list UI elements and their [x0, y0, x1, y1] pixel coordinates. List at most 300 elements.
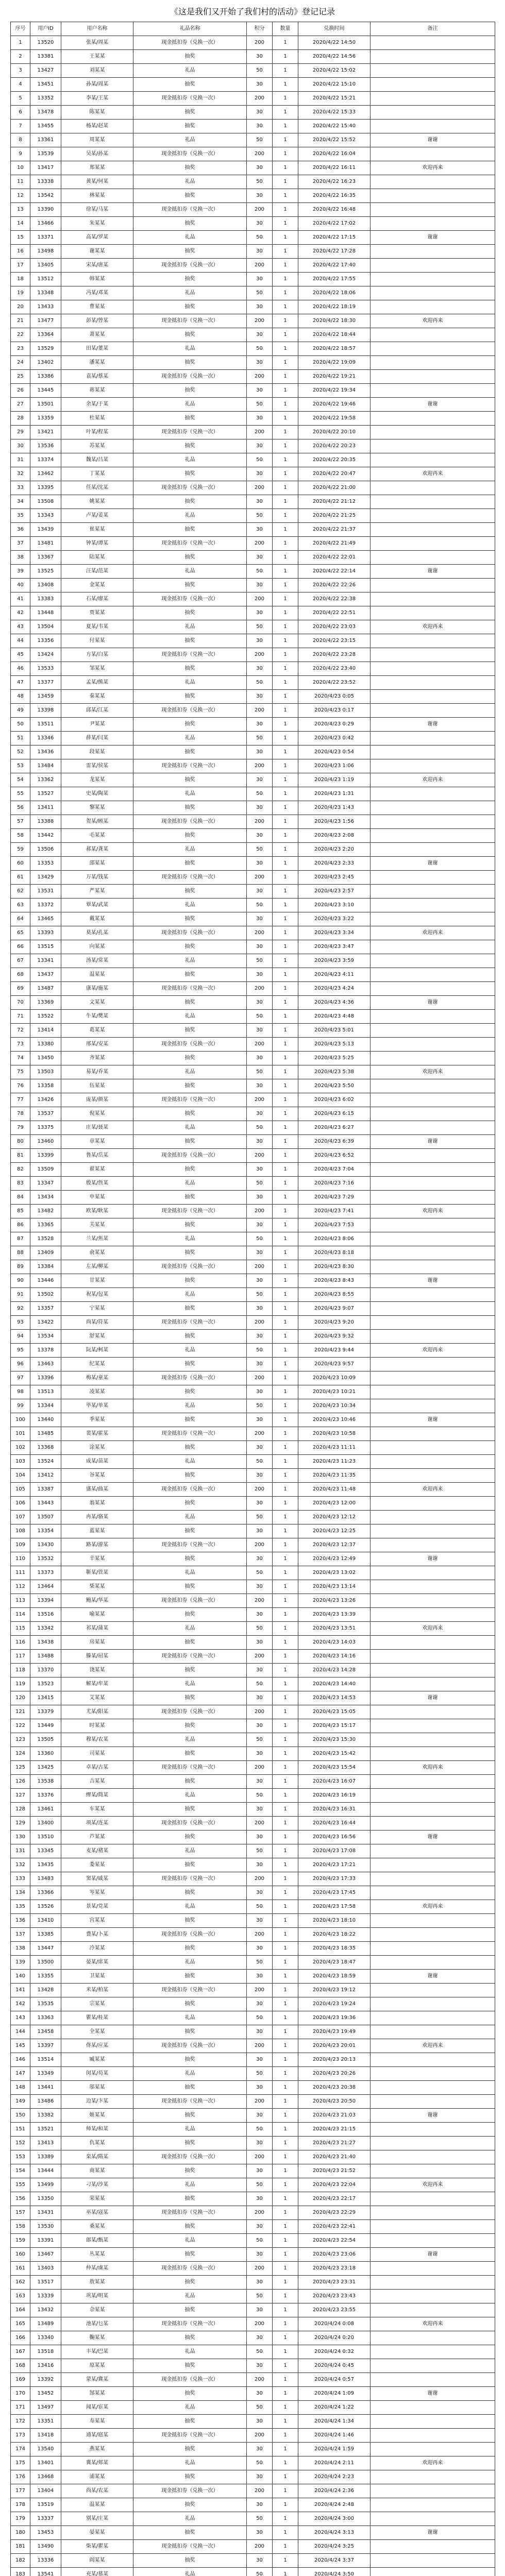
table-row: [11, 537, 495, 551]
cell-note: [371, 1817, 495, 1831]
cell-user-name: 冀某/郏某: [61, 2456, 133, 2470]
cell-index: 78: [11, 1107, 30, 1121]
cell-note: [371, 2429, 495, 2443]
cell-points: 200: [247, 2484, 273, 2498]
cell-time: 2020/4/24 3:00: [298, 2512, 371, 2526]
cell-quantity: 1: [273, 2290, 298, 2303]
cell-user-name: 叶某/程某: [61, 426, 133, 439]
cell-index: 73: [11, 1038, 30, 1052]
cell-note: 谢谢: [371, 1691, 495, 1705]
cell-quantity: 1: [273, 2220, 298, 2234]
cell-index: 36: [11, 523, 30, 537]
cell-quantity: 1: [273, 2415, 298, 2429]
cell-quantity: 1: [273, 1997, 298, 2011]
cell-gift: 抽奖: [133, 606, 247, 620]
cell-user-id: 13506: [30, 843, 61, 857]
cell-index: 123: [11, 1733, 30, 1747]
cell-note: [371, 273, 495, 286]
cell-time: 2020/4/23 6:02: [298, 1093, 371, 1107]
cell-user-name: 麦某/褚某: [61, 1844, 133, 1858]
cell-user-id: 13507: [30, 1511, 61, 1524]
cell-user-name: 师某/和某: [61, 2123, 133, 2137]
cell-quantity: 1: [273, 426, 298, 439]
cell-user-name: 燕某某: [61, 2443, 133, 2456]
cell-note: 欢迎再来: [371, 1761, 495, 1775]
cell-gift: 礼品: [133, 2456, 247, 2470]
cell-quantity: 1: [273, 356, 298, 370]
cell-note: [371, 1789, 495, 1803]
cell-points: 50: [247, 286, 273, 300]
cell-index: 131: [11, 1844, 30, 1858]
cell-time: 2020/4/23 22:17: [298, 2192, 371, 2206]
cell-time: 2020/4/23 5:38: [298, 1065, 371, 1079]
cell-quantity: 1: [273, 1552, 298, 1566]
table-row: [11, 1302, 495, 1316]
cell-user-id: 13477: [30, 314, 61, 328]
cell-note: [371, 1719, 495, 1733]
cell-user-id: 13408: [30, 579, 61, 592]
cell-user-id: 13515: [30, 940, 61, 954]
cell-user-name: 谷某某: [61, 1469, 133, 1483]
cell-user-id: 13400: [30, 1817, 61, 1831]
table-row: [11, 453, 495, 467]
cell-points: 30: [247, 50, 273, 64]
cell-user-name: 滕某/屈某: [61, 1650, 133, 1664]
cell-index: 84: [11, 1191, 30, 1205]
cell-time: 2020/4/23 8:30: [298, 1260, 371, 1274]
cell-user-id: 13354: [30, 1524, 61, 1538]
cell-points: 50: [247, 2290, 273, 2303]
cell-user-id: 13376: [30, 1789, 61, 1803]
cell-index: 91: [11, 1288, 30, 1302]
cell-gift: 抽奖: [133, 2137, 247, 2150]
cell-note: [371, 551, 495, 565]
cell-quantity: 1: [273, 1483, 298, 1497]
cell-user-name: 芦某某: [61, 1831, 133, 1844]
cell-time: 2020/4/22 23:52: [298, 676, 371, 690]
cell-user-id: 13521: [30, 2123, 61, 2137]
cell-index: 33: [11, 481, 30, 495]
table-row: [11, 565, 495, 579]
cell-user-id: 13468: [30, 2470, 61, 2484]
cell-user-id: 13487: [30, 982, 61, 996]
cell-quantity: 1: [273, 2373, 298, 2387]
cell-note: [371, 704, 495, 718]
cell-quantity: 1: [273, 2137, 298, 2150]
cell-note: [371, 690, 495, 704]
cell-quantity: 1: [273, 565, 298, 579]
cell-note: [371, 2137, 495, 2150]
cell-index: 68: [11, 968, 30, 982]
cell-quantity: 1: [273, 1205, 298, 1218]
cell-user-name: 晏某某: [61, 2526, 133, 2540]
table-row: [11, 1371, 495, 1385]
cell-time: 2020/4/23 10:46: [298, 1413, 371, 1427]
cell-gift: 抽奖: [133, 1524, 247, 1538]
header-row: [11, 22, 495, 36]
cell-user-name: 鲁某/岳某: [61, 1149, 133, 1163]
cell-index: 13: [11, 203, 30, 217]
cell-index: 21: [11, 314, 30, 328]
cell-note: [371, 1705, 495, 1719]
cell-gift: 现金抵扣券（兑换一次）: [133, 1761, 247, 1775]
cell-user-id: 13366: [30, 1886, 61, 1900]
cell-time: 2020/4/23 6:27: [298, 1121, 371, 1135]
cell-quantity: 1: [273, 745, 298, 759]
cell-points: 30: [247, 1580, 273, 1594]
cell-user-id: 13483: [30, 1872, 61, 1886]
cell-index: 148: [11, 2081, 30, 2095]
cell-user-name: 鞠某某: [61, 2331, 133, 2345]
cell-user-id: 13444: [30, 2164, 61, 2178]
cell-quantity: 1: [273, 1942, 298, 1956]
table-row: [11, 1747, 495, 1761]
cell-note: [371, 1677, 495, 1691]
cell-gift: 抽奖: [133, 1942, 247, 1956]
cell-time: 2020/4/23 7:04: [298, 1163, 371, 1177]
cell-index: 19: [11, 286, 30, 300]
cell-points: 30: [247, 829, 273, 843]
cell-quantity: 1: [273, 704, 298, 718]
cell-user-name: 翁某某: [61, 1497, 133, 1511]
cell-quantity: 1: [273, 1886, 298, 1900]
cell-time: 2020/4/22 18:30: [298, 314, 371, 328]
cell-quantity: 1: [273, 1747, 298, 1761]
cell-time: 2020/4/23 19:49: [298, 2025, 371, 2039]
cell-note: [371, 2262, 495, 2276]
cell-user-id: 13431: [30, 2206, 61, 2220]
cell-user-id: 13439: [30, 523, 61, 537]
cell-time: 2020/4/24 0:20: [298, 2331, 371, 2345]
cell-user-name: 尚某/符某: [61, 1316, 133, 1330]
cell-note: [371, 92, 495, 106]
cell-index: 70: [11, 996, 30, 1010]
cell-points: 30: [247, 551, 273, 565]
cell-user-name: 王某某: [61, 50, 133, 64]
cell-quantity: 1: [273, 2025, 298, 2039]
cell-gift: 抽奖: [133, 1218, 247, 1232]
cell-quantity: 1: [273, 843, 298, 857]
cell-gift: 礼品: [133, 732, 247, 745]
cell-gift: 抽奖: [133, 2415, 247, 2429]
cell-note: [371, 356, 495, 370]
cell-user-name: 成某/苗某: [61, 1455, 133, 1469]
cell-gift: 现金抵扣券（兑换一次）: [133, 592, 247, 606]
cell-gift: 抽奖: [133, 912, 247, 926]
cell-user-name: 甘某某: [61, 1274, 133, 1288]
cell-points: 30: [247, 745, 273, 759]
cell-points: 50: [247, 1121, 273, 1135]
cell-user-name: 姬某某: [61, 2109, 133, 2123]
cell-note: 谢谢: [371, 133, 495, 147]
cell-quantity: 1: [273, 1594, 298, 1608]
cell-user-name: 柴某/瞿某: [61, 2540, 133, 2554]
table-row: [11, 120, 495, 133]
cell-quantity: 1: [273, 2443, 298, 2456]
cell-note: [371, 1524, 495, 1538]
table-row: [11, 718, 495, 732]
cell-time: 2020/4/23 11:11: [298, 1441, 371, 1455]
cell-index: 86: [11, 1218, 30, 1232]
cell-index: 63: [11, 899, 30, 912]
table-row: [11, 2373, 495, 2387]
table-row: [11, 787, 495, 801]
cell-quantity: 1: [273, 2262, 298, 2276]
cell-points: 30: [247, 1413, 273, 1427]
cell-points: 50: [247, 2456, 273, 2470]
cell-user-name: 温某某: [61, 968, 133, 982]
cell-time: 2020/4/24 1:09: [298, 2387, 371, 2401]
cell-user-id: 13464: [30, 1580, 61, 1594]
cell-note: [371, 759, 495, 773]
cell-quantity: 1: [273, 1914, 298, 1928]
table-row: [11, 2123, 495, 2137]
cell-user-name: 佘某某: [61, 2303, 133, 2317]
cell-gift: 抽奖: [133, 829, 247, 843]
cell-time: 2020/4/23 13:14: [298, 1580, 371, 1594]
cell-gift: 抽奖: [133, 300, 247, 314]
cell-points: 30: [247, 161, 273, 175]
cell-index: 77: [11, 1093, 30, 1107]
cell-user-name: 邹某某: [61, 662, 133, 676]
cell-user-name: 邵某某: [61, 857, 133, 871]
cell-index: 30: [11, 439, 30, 453]
cell-quantity: 1: [273, 1831, 298, 1844]
cell-time: 2020/4/23 0:42: [298, 732, 371, 745]
cell-index: 140: [11, 1970, 30, 1984]
cell-time: 2020/4/23 16:19: [298, 1789, 371, 1803]
cell-index: 116: [11, 1636, 30, 1650]
cell-note: 欢迎再来: [371, 926, 495, 940]
cell-user-id: 13536: [30, 439, 61, 453]
cell-user-id: 13381: [30, 50, 61, 64]
table-row: [11, 1928, 495, 1942]
cell-gift: 礼品: [133, 1844, 247, 1858]
cell-user-id: 13368: [30, 1441, 61, 1455]
cell-user-name: 石某/廖某: [61, 592, 133, 606]
cell-points: 30: [247, 495, 273, 509]
cell-quantity: 1: [273, 940, 298, 954]
cell-note: [371, 1052, 495, 1065]
cell-time: 2020/4/23 18:47: [298, 1956, 371, 1970]
cell-user-id: 13344: [30, 1399, 61, 1413]
cell-note: [371, 1288, 495, 1302]
cell-user-name: 康某/施某: [61, 982, 133, 996]
cell-gift: 礼品: [133, 899, 247, 912]
cell-points: 200: [247, 314, 273, 328]
cell-quantity: 1: [273, 245, 298, 259]
cell-time: 2020/4/22 16:04: [298, 147, 371, 161]
cell-user-id: 13531: [30, 885, 61, 899]
cell-user-name: 荣某某: [61, 2192, 133, 2206]
cell-quantity: 1: [273, 1218, 298, 1232]
cell-gift: 现金抵扣券（兑换一次）: [133, 1316, 247, 1330]
cell-quantity: 1: [273, 871, 298, 885]
cell-user-name: 商某某: [61, 2164, 133, 2178]
cell-note: [371, 1469, 495, 1483]
cell-quantity: 1: [273, 1177, 298, 1191]
cell-quantity: 1: [273, 1413, 298, 1427]
cell-points: 200: [247, 982, 273, 996]
cell-points: 30: [247, 1358, 273, 1371]
cell-index: 76: [11, 1079, 30, 1093]
cell-user-id: 13348: [30, 286, 61, 300]
cell-user-name: 浦某某: [61, 2470, 133, 2484]
cell-note: 谢谢: [371, 1135, 495, 1149]
cell-points: 30: [247, 2526, 273, 2540]
cell-user-name: 杨某/赵某: [61, 120, 133, 133]
cell-time: 2020/4/23 7:16: [298, 1177, 371, 1191]
table-row: [11, 1956, 495, 1970]
cell-time: 2020/4/23 17:33: [298, 1872, 371, 1886]
cell-note: [371, 954, 495, 968]
cell-note: [371, 1358, 495, 1371]
cell-index: 168: [11, 2359, 30, 2373]
cell-quantity: 1: [273, 648, 298, 662]
cell-user-id: 13391: [30, 2234, 61, 2248]
cell-index: 35: [11, 509, 30, 523]
cell-note: 谢谢: [371, 718, 495, 732]
cell-points: 50: [247, 175, 273, 189]
cell-gift: 抽奖: [133, 773, 247, 787]
cell-note: [371, 1260, 495, 1274]
cell-gift: 现金抵扣券（兑换一次）: [133, 1093, 247, 1107]
table-row: [11, 2248, 495, 2262]
table-row: [11, 1997, 495, 2011]
cell-gift: 现金抵扣券（兑换一次）: [133, 2317, 247, 2331]
cell-gift: 礼品: [133, 1733, 247, 1747]
cell-user-name: 仲某/虞某: [61, 2262, 133, 2276]
cell-user-name: 关某某: [61, 1218, 133, 1232]
cell-gift: 抽奖: [133, 1079, 247, 1093]
table-row: [11, 300, 495, 314]
cell-user-name: 原某某: [61, 2359, 133, 2373]
table-row: [11, 523, 495, 537]
cell-gift: 抽奖: [133, 1858, 247, 1872]
table-row: [11, 954, 495, 968]
cell-points: 200: [247, 1817, 273, 1831]
cell-note: [371, 815, 495, 829]
cell-note: 谢谢: [371, 1831, 495, 1844]
cell-gift: 现金抵扣券（兑换一次）: [133, 2150, 247, 2164]
cell-quantity: 1: [273, 1107, 298, 1121]
cell-user-name: 蓝某某: [61, 1524, 133, 1538]
cell-index: 130: [11, 1831, 30, 1844]
cell-index: 137: [11, 1928, 30, 1942]
cell-quantity: 1: [273, 1733, 298, 1747]
cell-points: 200: [247, 815, 273, 829]
cell-quantity: 1: [273, 342, 298, 356]
cell-user-name: 庞某/颜某: [61, 1093, 133, 1107]
cell-note: [371, 2415, 495, 2429]
cell-gift: 抽奖: [133, 579, 247, 592]
cell-user-name: 晏某/席某: [61, 1956, 133, 1970]
cell-user-name: 解某/牟某: [61, 1677, 133, 1691]
table-row: [11, 885, 495, 899]
cell-quantity: 1: [273, 1274, 298, 1288]
cell-index: 146: [11, 2053, 30, 2067]
cell-user-id: 13434: [30, 1191, 61, 1205]
cell-user-name: 车某某: [61, 1803, 133, 1817]
cell-points: 30: [247, 1302, 273, 1316]
cell-quantity: 1: [273, 1024, 298, 1038]
cell-index: 121: [11, 1705, 30, 1719]
cell-points: 30: [247, 106, 273, 120]
cell-points: 50: [247, 64, 273, 78]
cell-user-id: 13438: [30, 1636, 61, 1650]
cell-note: 欢迎再来: [371, 1483, 495, 1497]
table-row: [11, 2025, 495, 2039]
cell-gift: 现金抵扣券（兑换一次）: [133, 1149, 247, 1163]
table-row: [11, 1844, 495, 1858]
cell-points: 200: [247, 704, 273, 718]
cell-gift: 现金抵扣券（兑换一次）: [133, 2039, 247, 2053]
cell-points: 50: [247, 1065, 273, 1079]
cell-index: 9: [11, 147, 30, 161]
cell-quantity: 1: [273, 2317, 298, 2331]
cell-points: 200: [247, 36, 273, 50]
cell-user-id: 13426: [30, 1093, 61, 1107]
cell-points: 200: [247, 203, 273, 217]
cell-user-name: 张某/周某: [61, 36, 133, 50]
cell-index: 43: [11, 620, 30, 634]
cell-quantity: 1: [273, 1984, 298, 1997]
table-row: [11, 398, 495, 412]
cell-time: 2020/4/23 14:28: [298, 1664, 371, 1677]
cell-note: [371, 1177, 495, 1191]
table-row: [11, 1733, 495, 1747]
cell-quantity: 1: [273, 801, 298, 815]
cell-points: 30: [247, 300, 273, 314]
cell-user-name: 姚某某: [61, 495, 133, 509]
cell-user-id: 13504: [30, 620, 61, 634]
cell-user-name: 卢某/姜某: [61, 509, 133, 523]
cell-time: 2020/4/23 17:45: [298, 1886, 371, 1900]
cell-time: 2020/4/22 18:57: [298, 342, 371, 356]
table-row: [11, 1316, 495, 1330]
table-row: [11, 2554, 495, 2568]
cell-gift: 礼品: [133, 1344, 247, 1358]
cell-index: 28: [11, 412, 30, 426]
cell-time: 2020/4/23 14:03: [298, 1636, 371, 1650]
cell-user-name: 充某/慕某: [61, 2568, 133, 2576]
cell-gift: 抽奖: [133, 2498, 247, 2512]
cell-note: [371, 940, 495, 954]
cell-note: [371, 1079, 495, 1093]
cell-user-name: 邢某/安某: [61, 1038, 133, 1052]
cell-time: 2020/4/23 15:30: [298, 1733, 371, 1747]
cell-user-name: 宋某/唐某: [61, 259, 133, 273]
cell-note: [371, 2192, 495, 2206]
cell-points: 200: [247, 1260, 273, 1274]
cell-user-name: 毕某/单某: [61, 1399, 133, 1413]
cell-index: 32: [11, 467, 30, 481]
cell-index: 119: [11, 1677, 30, 1691]
cell-points: 50: [247, 453, 273, 467]
cell-note: [371, 1664, 495, 1677]
cell-time: 2020/4/23 17:21: [298, 1858, 371, 1872]
cell-quantity: 1: [273, 1191, 298, 1205]
cell-user-name: 翟某某: [61, 1163, 133, 1177]
cell-note: [371, 64, 495, 78]
table-row: [11, 1511, 495, 1524]
cell-time: 2020/4/23 23:31: [298, 2276, 371, 2290]
table-row: [11, 592, 495, 606]
cell-note: [371, 426, 495, 439]
table-row: [11, 2290, 495, 2303]
cell-points: 30: [247, 2025, 273, 2039]
cell-index: 11: [11, 175, 30, 189]
